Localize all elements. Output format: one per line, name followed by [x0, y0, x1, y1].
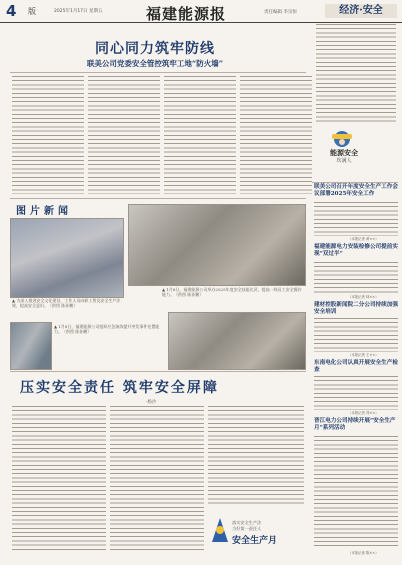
article-column	[164, 76, 236, 194]
news-body	[314, 436, 398, 548]
article-column	[240, 76, 312, 194]
banner-author: ·杨沙	[146, 400, 157, 405]
news-headline: 东南电化公司认真开展安全生产检查	[314, 360, 398, 373]
article-column	[12, 406, 106, 550]
feature-subhead: 联美公司党委安全管控筑牢工地“防火墙”	[86, 59, 224, 68]
news-author: （本报记者 王××）	[348, 353, 379, 357]
news-author: （本报记者 黄××）	[348, 237, 379, 241]
article-column	[12, 76, 84, 194]
divider	[10, 72, 306, 73]
divider	[10, 371, 306, 372]
divider	[10, 198, 306, 199]
news-body	[314, 376, 398, 410]
article-column	[208, 406, 304, 506]
slogan-line-3: 安全生产月	[232, 536, 278, 546]
page-number-label: 版	[28, 7, 36, 16]
news-photo	[10, 322, 52, 370]
page-number: 4	[6, 2, 17, 20]
date-line: 2025年1月17日 星期五	[54, 9, 103, 14]
news-photo	[10, 218, 124, 298]
article-column	[110, 406, 204, 550]
banner-headline: 压实安全责任 筑牢安全屏障	[20, 380, 219, 396]
news-author: （本报记者 郑××）	[348, 411, 379, 415]
newspaper-title: 福建能源报	[146, 5, 227, 23]
news-headline: 晋江电力公司持续开展“安全生产月”系列活动	[314, 418, 396, 431]
news-photo	[168, 312, 306, 370]
news-headline: 福建能源电力安装检修公司提前实现“双过半”	[314, 244, 398, 257]
editor-line: 责任编辑 李宗恒	[264, 10, 297, 15]
news-body	[314, 202, 398, 236]
badge-subtitle: 坎满人	[336, 158, 352, 164]
picture-news-title: 图片新闻	[16, 206, 72, 217]
article-column	[316, 24, 396, 124]
divider	[312, 182, 398, 183]
photo-caption: ▲ 1月8日，福建能源公司举办2025年度安全技能比武，提高一线员工安全操作能力。（供图 陈孙鹏）	[162, 287, 302, 298]
photo-caption: ▲ 为深入推进安全文化建设，工作人员向职工普及安全生产法规，提高安全意识。（供图 陈孙鹏）	[12, 298, 121, 309]
badge-title: 能源安全	[330, 148, 358, 157]
section-title: 经济·安全	[325, 4, 397, 18]
news-author: （本报记者 林××）	[348, 295, 379, 299]
photo-caption: ▲ 1月8日，福建能源公司组织应急演练提升突发事件处置能力。（供图 陈孙鹏）	[54, 324, 160, 335]
article-column	[88, 76, 160, 194]
news-body	[314, 262, 398, 294]
slogan-line-2: 当好第一责任人	[232, 526, 262, 531]
news-headline: 建材控股新闻院二分公司持续加强安全培训	[314, 302, 398, 315]
feature-headline: 同心同力筑牢防线	[95, 41, 215, 57]
news-author: （本报记者 陈××）	[348, 551, 379, 555]
news-body	[314, 318, 398, 352]
news-headline: 联美公司召开年度安全生产工作会议部署2025年安全工作	[314, 184, 398, 197]
slogan-line-1: 落实安全生产法	[232, 520, 262, 525]
news-photo	[128, 204, 306, 286]
